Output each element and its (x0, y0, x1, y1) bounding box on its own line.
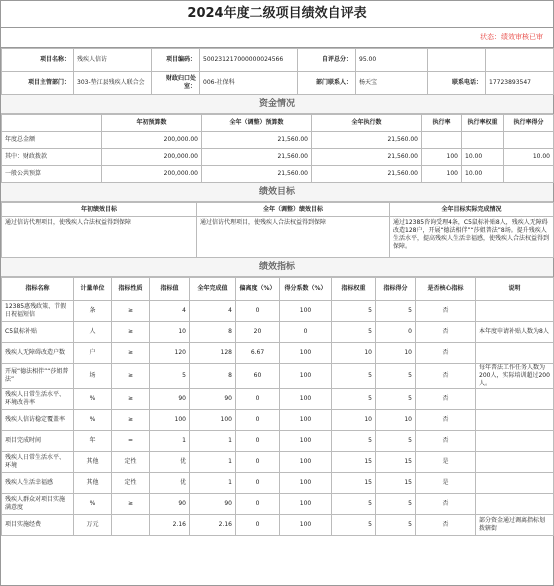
indicator-target: 120 (150, 343, 190, 364)
project-name-value: 残疾人信访 (74, 49, 152, 72)
indicator-core: 否 (416, 343, 476, 364)
indicator-header-weight: 指标权重 (332, 278, 376, 301)
indicator-name: 残疾人无障碍改造户数 (2, 343, 74, 364)
indicator-done: 100 (190, 410, 236, 431)
indicator-unit: % (74, 494, 112, 515)
indicator-dev: 0 (236, 473, 280, 494)
goals-header-initial: 年初绩效目标 (2, 203, 197, 217)
table-row: 其中：财政拨款 200,000.00 21,560.00 21,560.00 100 10.00 10.00 (2, 149, 554, 166)
indicator-target: 1 (150, 431, 190, 452)
project-name-label: 项目名称： (2, 49, 74, 72)
goals-section-title: 绩效目标 (1, 183, 553, 202)
indicator-header-deviation: 偏离度（%） (236, 278, 280, 301)
finance-dept-label: 财政归口处室： (152, 72, 200, 95)
self-score-label: 自评总分： (298, 49, 356, 72)
indicator-note (476, 343, 554, 364)
indicator-unit: 户 (74, 343, 112, 364)
dept-value: 303-垫江县残疾人联合会 (74, 72, 152, 95)
indicator-nature: ≥ (112, 494, 150, 515)
indicator-coef: 100 (280, 431, 332, 452)
indicator-unit: 条 (74, 301, 112, 322)
indicator-unit: 万元 (74, 515, 112, 536)
indicator-weight: 10 (332, 410, 376, 431)
indicator-core: 否 (416, 322, 476, 343)
indicator-done: 1 (190, 431, 236, 452)
table-row (2, 301, 554, 322)
indicator-nature: ≥ (112, 343, 150, 364)
indicator-done: 4 (190, 301, 236, 322)
indicator-weight: 5 (332, 301, 376, 322)
indicator-target: 2.16 (150, 515, 190, 536)
indicator-score: 5 (376, 389, 416, 410)
indicator-coef: 100 (280, 494, 332, 515)
indicator-nature: ≥ (112, 410, 150, 431)
indicator-dev: 20 (236, 322, 280, 343)
indicator-dev: 0 (236, 515, 280, 536)
indicator-name: C5鼠标补贴 (2, 322, 74, 343)
indicator-name: 12385惠残政策、节假日祝福短信 (2, 301, 74, 322)
indicator-target: 4 (150, 301, 190, 322)
indicator-dev: 60 (236, 364, 280, 389)
indicator-core: 否 (416, 494, 476, 515)
indicator-score: 5 (376, 494, 416, 515)
indicator-header-coefficient: 得分系数（%） (280, 278, 332, 301)
indicator-weight: 15 (332, 473, 376, 494)
table-row (2, 410, 554, 431)
indicator-coef: 100 (280, 410, 332, 431)
funds-header-adjusted: 全年（调整）预算数 (202, 115, 312, 132)
contact-label: 部门联系人： (298, 72, 356, 95)
indicator-name: 开展“德法相伴”“莎姐普法” (2, 364, 74, 389)
indicator-score: 10 (376, 410, 416, 431)
indicator-core: 是 (416, 473, 476, 494)
indicator-name: 项目完成时间 (2, 431, 74, 452)
table-row (2, 431, 554, 452)
table-row (2, 322, 554, 343)
indicator-nature: ≥ (112, 364, 150, 389)
indicator-target: 5 (150, 364, 190, 389)
indicator-name: 残疾人信访稳定覆盖率 (2, 410, 74, 431)
project-code-label: 项目编码： (152, 49, 200, 72)
indicator-note (476, 494, 554, 515)
indicator-coef: 100 (280, 515, 332, 536)
indicator-weight: 5 (332, 389, 376, 410)
indicator-core: 否 (416, 389, 476, 410)
indicator-header-target: 指标值 (150, 278, 190, 301)
indicator-note (476, 389, 554, 410)
indicator-done: 1 (190, 473, 236, 494)
table-row (2, 515, 554, 536)
indicator-header-note: 说明 (476, 278, 554, 301)
goal-initial: 通过信访代理项目，使残疾人合法权益得到保障 (2, 217, 197, 258)
indicator-note (476, 473, 554, 494)
indicator-weight: 5 (332, 431, 376, 452)
indicator-header-unit: 计量单位 (74, 278, 112, 301)
indicator-nature: ≥ (112, 389, 150, 410)
indicator-dev: 0 (236, 452, 280, 473)
indicator-weight: 5 (332, 515, 376, 536)
indicator-header-is-core: 是否核心指标 (416, 278, 476, 301)
status-badge: 状态：绩效审核已审 (1, 28, 553, 48)
indicator-note (476, 431, 554, 452)
indicator-coef: 100 (280, 473, 332, 494)
indicator-note: 每年普法工作任务人数为200人，实际培训超过200人。 (476, 364, 554, 389)
goal-adjusted: 通过信访代理项目，使残疾人合法权益得到保障 (197, 217, 390, 258)
project-code-value: 500231217000000024566 (200, 49, 298, 72)
indicator-target: 90 (150, 494, 190, 515)
table-row (2, 494, 554, 515)
indicator-unit: % (74, 410, 112, 431)
indicator-core: 否 (416, 431, 476, 452)
indicator-score: 15 (376, 452, 416, 473)
indicator-core: 否 (416, 364, 476, 389)
table-row (2, 389, 554, 410)
indicator-target: 优 (150, 473, 190, 494)
goals-table (1, 202, 554, 258)
indicator-note: 部分资金通过调离指标划拨辖街 (476, 515, 554, 536)
indicator-score: 5 (376, 301, 416, 322)
indicator-note (476, 410, 554, 431)
table-row (2, 343, 554, 364)
indicator-done: 8 (190, 322, 236, 343)
goals-header-actual: 全年目标实际完成情况 (390, 203, 554, 217)
indicator-unit: 其他 (74, 473, 112, 494)
indicator-score: 10 (376, 343, 416, 364)
indicator-dev: 0 (236, 301, 280, 322)
indicator-nature: 定性 (112, 473, 150, 494)
indicator-unit: 其他 (74, 452, 112, 473)
self-score-value: 95.00 (356, 49, 428, 72)
indicator-name: 残疾人日常生活水平、环境 (2, 452, 74, 473)
table-row: 年度总金额 200,000.00 21,560.00 21,560.00 (2, 132, 554, 149)
indicator-done: 8 (190, 364, 236, 389)
indicator-dev: 0 (236, 389, 280, 410)
indicator-done: 2.16 (190, 515, 236, 536)
indicator-score: 15 (376, 473, 416, 494)
table-row (2, 452, 554, 473)
indicator-target: 10 (150, 322, 190, 343)
indicator-target: 优 (150, 452, 190, 473)
funds-section-title: 资金情况 (1, 95, 553, 114)
indicator-header-done: 全年完成值 (190, 278, 236, 301)
indicator-score: 5 (376, 515, 416, 536)
funds-header-weight: 执行率权重 (462, 115, 504, 132)
indicator-dev: 0 (236, 410, 280, 431)
table-row (2, 364, 554, 389)
indicator-note: 本年度申请补贴人数为8人 (476, 322, 554, 343)
indicator-core: 是 (416, 452, 476, 473)
indicator-coef: 100 (280, 364, 332, 389)
indicator-header-score: 指标得分 (376, 278, 416, 301)
indicator-note (476, 301, 554, 322)
indicator-nature: ≥ (112, 301, 150, 322)
indicator-nature: ≥ (112, 322, 150, 343)
funds-header-score: 执行率得分 (504, 115, 554, 132)
indicator-core: 否 (416, 515, 476, 536)
finance-dept-value: 006-社保科 (200, 72, 298, 95)
indicator-done: 128 (190, 343, 236, 364)
project-info-table (1, 48, 554, 95)
funds-table (1, 114, 554, 183)
indicator-name: 残疾人生活幸福感 (2, 473, 74, 494)
funds-header-rate: 执行率 (422, 115, 462, 132)
indicator-weight: 5 (332, 322, 376, 343)
indicator-core: 否 (416, 410, 476, 431)
indicator-score: 0 (376, 322, 416, 343)
indicator-coef: 100 (280, 389, 332, 410)
indicator-score: 5 (376, 431, 416, 452)
goal-actual: 通过12385咨询受理4条，C5鼠标补贴8人，残疾人无障碍改造128户，开展“德法相伴”“莎姐普法”8场。提升残疾人生活水平，提高残疾人生活幸福感，使残疾人合法权益得到保障。 (390, 217, 554, 258)
indicator-coef: 0 (280, 322, 332, 343)
indicator-header-nature: 指标性质 (112, 278, 150, 301)
indicator-score: 5 (376, 364, 416, 389)
indicator-note (476, 452, 554, 473)
indicator-weight: 10 (332, 343, 376, 364)
indicator-nature (112, 515, 150, 536)
indicator-header-indicator-name: 指标名称 (2, 278, 74, 301)
indicator-nature: 定性 (112, 452, 150, 473)
indicator-dev: 6.67 (236, 343, 280, 364)
indicator-done: 1 (190, 452, 236, 473)
funds-header-initial: 年初预算数 (102, 115, 202, 132)
indicator-coef: 100 (280, 301, 332, 322)
indicator-unit: 场 (74, 364, 112, 389)
indicator-coef: 100 (280, 343, 332, 364)
phone-label: 联系电话： (428, 72, 486, 95)
funds-header-executed: 全年执行数 (312, 115, 422, 132)
indicator-weight: 5 (332, 494, 376, 515)
indicator-target: 100 (150, 410, 190, 431)
table-row (2, 473, 554, 494)
indicator-coef: 100 (280, 452, 332, 473)
table-row: 一般公共预算 200,000.00 21,560.00 21,560.00 100 10.00 (2, 166, 554, 183)
indicator-unit: 人 (74, 322, 112, 343)
indicators-section-title: 绩效指标 (1, 258, 553, 277)
indicator-done: 90 (190, 494, 236, 515)
indicator-target: 90 (150, 389, 190, 410)
dept-label: 项目主管部门： (2, 72, 74, 95)
indicator-done: 90 (190, 389, 236, 410)
indicator-name: 项目实施经费 (2, 515, 74, 536)
contact-value: 杨天宝 (356, 72, 428, 95)
indicator-dev: 0 (236, 431, 280, 452)
indicator-dev: 0 (236, 494, 280, 515)
phone-value: 17723893547 (486, 72, 554, 95)
indicator-name: 残疾人群众对项目实施满意度 (2, 494, 74, 515)
goals-header-adjusted: 全年（调整）绩效目标 (197, 203, 390, 217)
indicator-name: 残疾人日常生活水平、环境改善率 (2, 389, 74, 410)
indicator-nature: = (112, 431, 150, 452)
indicator-core: 否 (416, 301, 476, 322)
indicator-weight: 5 (332, 364, 376, 389)
indicator-unit: % (74, 389, 112, 410)
page-title: 2024年度二级项目绩效自评表 (1, 1, 553, 28)
indicators-table (1, 277, 554, 536)
indicator-unit: 年 (74, 431, 112, 452)
indicator-weight: 15 (332, 452, 376, 473)
